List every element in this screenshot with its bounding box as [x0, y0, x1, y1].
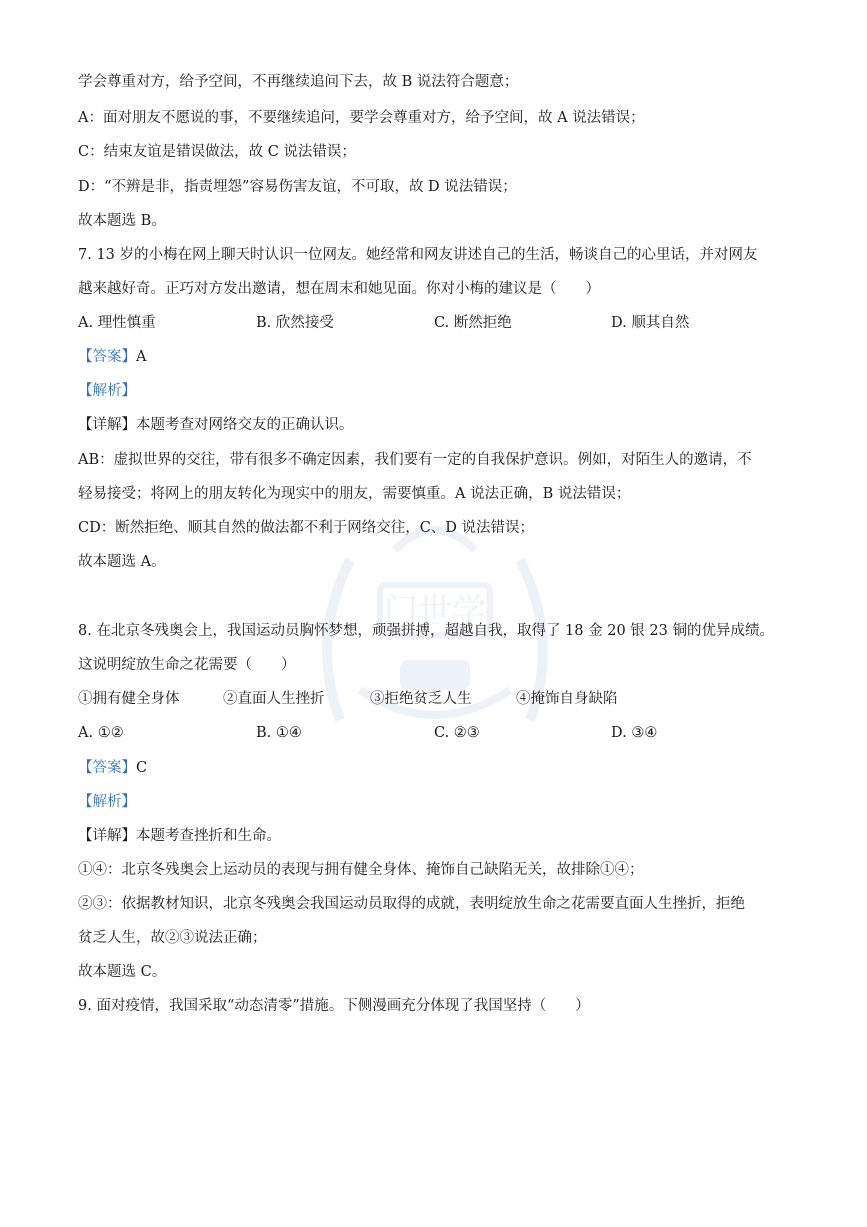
q7-explain-ab: 轻易接受；将网上的朋友转化为现实中的朋友，需要慎重。A 说法正确，B 说法错误；: [78, 486, 631, 502]
q8-option-a: A. ①②: [78, 725, 124, 741]
detail-tag: 【详解】: [78, 417, 136, 433]
q8-item-1: ①拥有健全身体: [78, 691, 180, 707]
analysis-tag: 【解析】: [78, 794, 136, 810]
q7-option-b: B. 欣然接受: [256, 315, 334, 331]
q8-explain-14: ①④：北京冬残奥会上运动员的表现与拥有健全身体、掩饰自己缺陷无关，故排除①④；: [78, 862, 644, 878]
detail-tag: 【详解】: [78, 828, 136, 844]
q9-stem: 9. 面对疫情，我国采取“动态清零”措施。下侧漫画充分体现了我国坚持（ ）: [78, 998, 590, 1014]
q8-stem: 8. 在北京冬残奥会上，我国运动员胸怀梦想，顽强拼搏，超越自我，取得了 18 金 20 银 23 铜的优异成绩。: [78, 623, 774, 639]
q8-option-d: D. ③④: [611, 725, 658, 741]
q7-analysis: [78, 381, 807, 401]
q8-option-b: B. ①④: [256, 725, 302, 741]
q7-conclusion: 故本题选 A。: [78, 554, 166, 570]
q8-stem: 这说明绽放生命之花需要（ ）: [78, 657, 296, 673]
text-line: 故本题选 B。: [78, 213, 166, 229]
q8-analysis: [78, 792, 807, 812]
q7-answer: [78, 347, 807, 367]
analysis-tag: 【解析】: [78, 383, 136, 399]
detail-text: 本题考查挫折和生命。: [136, 828, 281, 844]
q7-option-a: A. 理性慎重: [78, 315, 156, 331]
watermark-text: 门世学: [384, 592, 486, 632]
answer-value: A: [136, 349, 147, 365]
answer-tag: 【答案】: [78, 760, 136, 776]
q8-item-4: ④掩饰自身缺陷: [516, 691, 618, 707]
q8-conclusion: 故本题选 C。: [78, 964, 167, 980]
detail-text: 本题考查对网络交友的正确认识。: [136, 417, 354, 433]
q8-detail: [78, 826, 807, 846]
q7-explain-cd: CD：断然拒绝、顺其自然的做法都不利于网络交往，C、D 说法错误；: [78, 520, 535, 536]
text-line: 学会尊重对方，给予空间，不再继续追问下去，故 B 说法符合题意；: [78, 74, 519, 90]
q7-stem: 7. 13 岁的小梅在网上聊天时认识一位网友。她经常和网友讲述自己的生活，畅谈自己的心里话，并对网友: [78, 247, 758, 263]
q7-explain-ab: AB：虚拟世界的交往，带有很多不确定因素，我们要有一定的自我保护意识。例如，对陌生人的邀请，不: [78, 452, 752, 468]
q7-stem: 越来越好奇。正巧对方发出邀请，想在周末和她见面。你对小梅的建议是（ ）: [78, 281, 600, 297]
q7-detail: [78, 415, 807, 435]
q8-item-3: ③拒绝贫乏人生: [370, 691, 472, 707]
q8-explain-23: 贫乏人生，故②③说法正确；: [78, 930, 267, 946]
text-line: D：“不辨是非，指责埋怨”容易伤害友谊，不可取，故 D 说法错误；: [78, 179, 517, 195]
q7-option-d: D. 顺其自然: [611, 315, 690, 331]
text-line: C：结束友谊是错误做法，故 C 说法错误；: [78, 144, 356, 160]
answer-value: C: [136, 760, 148, 776]
text-line: A：面对朋友不愿说的事，不要继续追问，要学会尊重对方，给予空间，故 A 说法错误；: [78, 110, 645, 126]
q8-item-2: ②直面人生挫折: [223, 691, 325, 707]
q8-option-c: C. ②③: [434, 725, 480, 741]
q8-explain-23: ②③：依据教材知识，北京冬残奥会我国运动员取得的成就，表明绽放生命之花需要直面人生挫折，拒绝: [78, 896, 745, 912]
q7-option-c: C. 断然拒绝: [434, 315, 512, 331]
answer-tag: 【答案】: [78, 349, 136, 365]
q8-answer: [78, 758, 807, 778]
